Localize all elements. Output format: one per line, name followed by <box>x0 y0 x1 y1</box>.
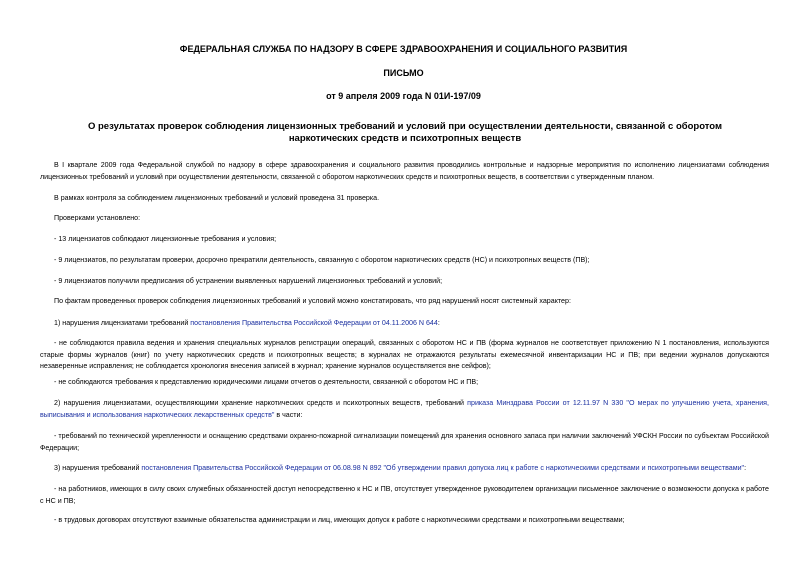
list-item-orders: - 9 лицензиатов получили предписания об устранении выявленных нарушений лицензионных требований и условий; <box>54 277 443 285</box>
paragraph-established: Проверками установлено: <box>54 214 141 222</box>
list-item-terminated: - 9 лицензиатов, по результатам проверки, досрочно прекратили деятельность, связанную с оборотом наркотических средств (НС) и психотропных веществ (ПВ); <box>54 256 590 264</box>
list-item-journals: - не соблюдаются правила ведения и хранения специальных журналов регистрации операций, связанных с оборотом НС и ПВ (форма журналов не соответствует приложению N 1 постановления, используются старые формы журналов (книг) по учету наркотических средств и психотропных веществ; в журналах не отражаются результаты ежемесячной инвентаризации НС и ПВ; при ведении журналов допускаются незаверенные исправления; не соблюдается хронология внесения записей в журнал; хранение журналов осуществляется вне сейфов); <box>40 339 769 370</box>
document-type-heading: ПИСЬМО <box>383 68 424 78</box>
document-title: О результатах проверок соблюдения лицензионных требований и условий при осуществлении деятельности, связанной с оборотом наркотических средств и психотропных веществ <box>87 121 723 144</box>
list-item-labor-contracts: - в трудовых договорах отсутствуют взаимные обязательства администрации и лиц, имеющих допуск к работе с наркотическими средствами и психотропными веществами; <box>54 516 625 524</box>
paragraph-violation-3 <box>40 463 769 475</box>
paragraph-systemic: По фактам проведенных проверок соблюдения лицензионных требований и условий можно констатировать, что ряд нарушений носят системный характер: <box>54 297 571 305</box>
list-item-compliant: - 13 лицензиатов соблюдают лицензионные требования и условия; <box>54 235 277 243</box>
decree-644-link[interactable]: постановления Правительства Российской Федерации от 04.11.2006 N 644 <box>190 319 438 327</box>
paragraph-violation-1 <box>40 318 769 330</box>
paragraph-violation-2 <box>40 398 769 421</box>
list-item-security-equipment: - требований по технической укрепленности и оснащению средствами охранно-пожарной сигнализации помещений для хранения основного запаса при наличии заключений УФСКН России по субъектам Российской Федерации; <box>40 432 769 452</box>
decree-892-link[interactable]: постановления Правительства Российской Федерации от 06.08.98 N 892 "Об утверждении правил допуска лиц к работе с наркотическими средствами и психотропными веществами" <box>141 464 745 472</box>
agency-heading: ФЕДЕРАЛЬНАЯ СЛУЖБА ПО НАДЗОРУ В СФЕРЕ ЗДРАВООХРАНЕНИЯ И СОЦИАЛЬНОГО РАЗВИТИЯ <box>179 44 628 54</box>
violation-1-colon: : <box>437 319 440 327</box>
violation-1-text: 1) нарушения лицензиатами требований <box>54 319 191 327</box>
violation-2-text: 2) нарушения лицензиатами, осуществляющими хранение наркотических средств и психотропных веществ, требований <box>54 399 468 407</box>
order-330-link[interactable]: приказа Минздрава России от 12.11.97 N 330 "О мерах по улучшению учета, хранения, выписывания и использования наркотических лекарственных средств" <box>40 399 769 419</box>
violation-2-suffix: в части: <box>274 410 303 419</box>
violation-3-colon: : <box>744 464 747 472</box>
list-item-admission-conclusion: - на работников, имеющих в силу своих служебных обязанностей доступ непосредственно к НС и ПВ, отсутствует утвержденное руководителем организации письменное заключение о возможности допуска к работе с НС и ПВ; <box>40 485 769 505</box>
list-item-reports: - не соблюдаются требования к представлению юридическими лицами отчетов о деятельности, связанной с оборотом НС и ПВ; <box>54 378 479 386</box>
paragraph-intro: В I квартале 2009 года Федеральной службой по надзору в сфере здравоохранения и социального развития проводились контрольные и надзорные мероприятия по исполнению лицензиатами соблюдения лицензионных требований и условий при осуществлении деятельности, связанной с оборотом наркотических средств и психотропных веществ, в соответствии с утвержденным планом. <box>40 161 769 181</box>
paragraph-checks-count: В рамках контроля за соблюдением лицензионных требований и условий проведена 31 проверка. <box>54 194 380 202</box>
document-date-number: от 9 апреля 2009 года N 01И-197/09 <box>326 91 481 101</box>
violation-3-text: 3) нарушения требований <box>54 464 142 472</box>
